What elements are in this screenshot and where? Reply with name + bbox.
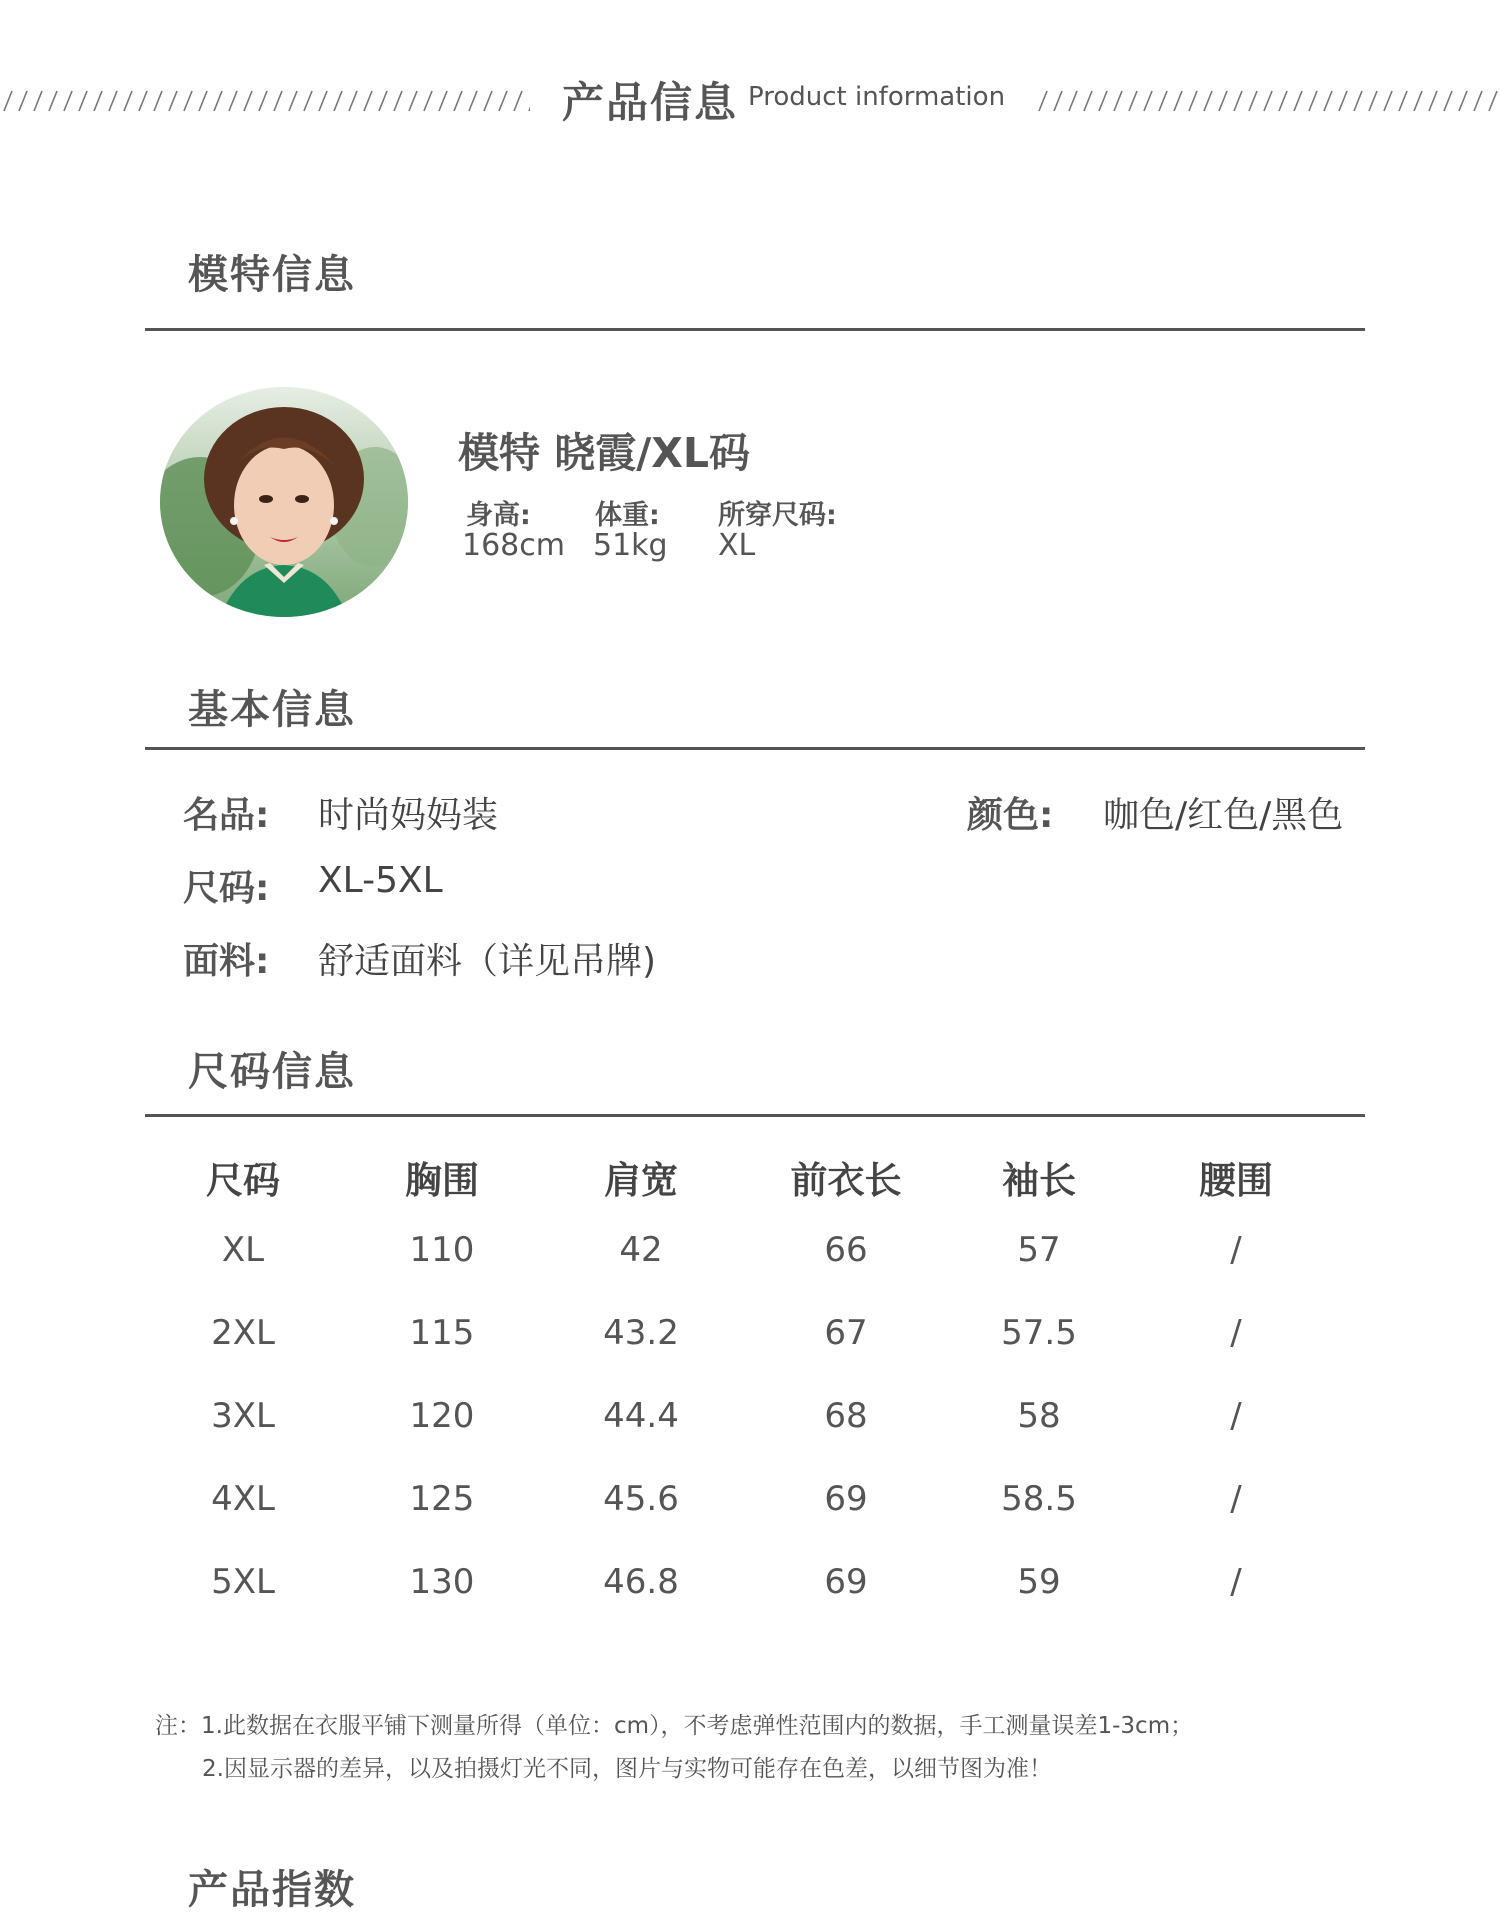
banner-title: 产品信息 bbox=[562, 78, 739, 127]
section-divider bbox=[145, 1114, 1365, 1117]
index-section-title: 产品指数 bbox=[188, 1867, 356, 1913]
table-cell: 57.5 bbox=[1001, 1313, 1077, 1353]
fabric-label: 面料: bbox=[183, 941, 270, 982]
color-value: 咖色/红色/黑色 bbox=[1103, 795, 1344, 836]
model-avatar bbox=[160, 387, 408, 617]
table-cell: 44.4 bbox=[603, 1396, 679, 1436]
table-cell: 57 bbox=[1017, 1230, 1061, 1270]
worn-size-label: 所穿尺码: bbox=[718, 500, 837, 531]
product-name-label: 名品: bbox=[183, 795, 270, 836]
table-header: 前衣长 bbox=[790, 1159, 902, 1202]
table-header: 腰围 bbox=[1199, 1159, 1273, 1202]
table-cell: 4XL bbox=[211, 1479, 275, 1519]
table-cell: 68 bbox=[824, 1396, 868, 1436]
section-divider bbox=[145, 328, 1365, 331]
table-cell: / bbox=[1230, 1562, 1242, 1602]
table-cell: 5XL bbox=[211, 1562, 275, 1602]
table-cell: / bbox=[1230, 1313, 1242, 1353]
size-range-value: XL-5XL bbox=[318, 860, 443, 901]
note-line-1: 注：1.此数据在衣服平铺下测量所得（单位：cm），不考虑弹性范围内的数据，手工测量误差1-3cm； bbox=[155, 1713, 1194, 1739]
note-line-2: 2.因显示器的差异，以及拍摄灯光不同，图片与实物可能存在色差，以细节图为准！ bbox=[202, 1756, 1052, 1782]
table-cell: / bbox=[1230, 1479, 1242, 1519]
table-cell: 2XL bbox=[211, 1313, 275, 1353]
table-cell: 59 bbox=[1017, 1562, 1061, 1602]
basic-section-title: 基本信息 bbox=[188, 687, 356, 733]
table-cell: 43.2 bbox=[603, 1313, 679, 1353]
table-header: 肩宽 bbox=[604, 1159, 678, 1202]
size-section-title: 尺码信息 bbox=[188, 1049, 356, 1095]
table-cell: 45.6 bbox=[603, 1479, 679, 1519]
hatch-decoration-right bbox=[1035, 90, 1500, 112]
worn-size-value: XL bbox=[718, 528, 756, 563]
table-cell: 69 bbox=[824, 1479, 868, 1519]
table-cell: XL bbox=[221, 1230, 265, 1270]
table-cell: 69 bbox=[824, 1562, 868, 1602]
model-name: 模特 晓霞/XL码 bbox=[458, 429, 750, 477]
table-cell: 3XL bbox=[211, 1396, 275, 1436]
table-cell: / bbox=[1230, 1396, 1242, 1436]
hatch-decoration-left bbox=[0, 90, 530, 112]
height-label: 身高: bbox=[466, 500, 531, 531]
table-cell: 58 bbox=[1017, 1396, 1061, 1436]
table-cell: 115 bbox=[409, 1313, 475, 1353]
table-cell: / bbox=[1230, 1230, 1242, 1270]
table-header: 尺码 bbox=[206, 1159, 280, 1202]
table-cell: 67 bbox=[824, 1313, 868, 1353]
table-cell: 130 bbox=[409, 1562, 475, 1602]
table-cell: 66 bbox=[824, 1230, 868, 1270]
fabric-value: 舒适面料（详见吊牌) bbox=[318, 941, 657, 982]
table-cell: 125 bbox=[409, 1479, 475, 1519]
table-header: 袖长 bbox=[1002, 1159, 1076, 1202]
weight-label: 体重: bbox=[595, 500, 660, 531]
color-label: 颜色: bbox=[967, 795, 1054, 836]
size-range-label: 尺码: bbox=[183, 868, 270, 909]
section-divider bbox=[145, 747, 1365, 750]
banner bbox=[0, 60, 1500, 140]
table-cell: 120 bbox=[409, 1396, 475, 1436]
weight-value: 51kg bbox=[593, 528, 668, 563]
table-cell: 46.8 bbox=[603, 1562, 679, 1602]
table-header: 胸围 bbox=[405, 1159, 479, 1202]
table-cell: 42 bbox=[619, 1230, 663, 1270]
model-section-title: 模特信息 bbox=[188, 252, 356, 298]
banner-subtitle: Product information bbox=[748, 82, 1006, 112]
product-name-value: 时尚妈妈装 bbox=[318, 795, 499, 836]
table-cell: 110 bbox=[409, 1230, 475, 1270]
table-cell: 58.5 bbox=[1001, 1479, 1077, 1519]
height-value: 168cm bbox=[462, 528, 565, 563]
